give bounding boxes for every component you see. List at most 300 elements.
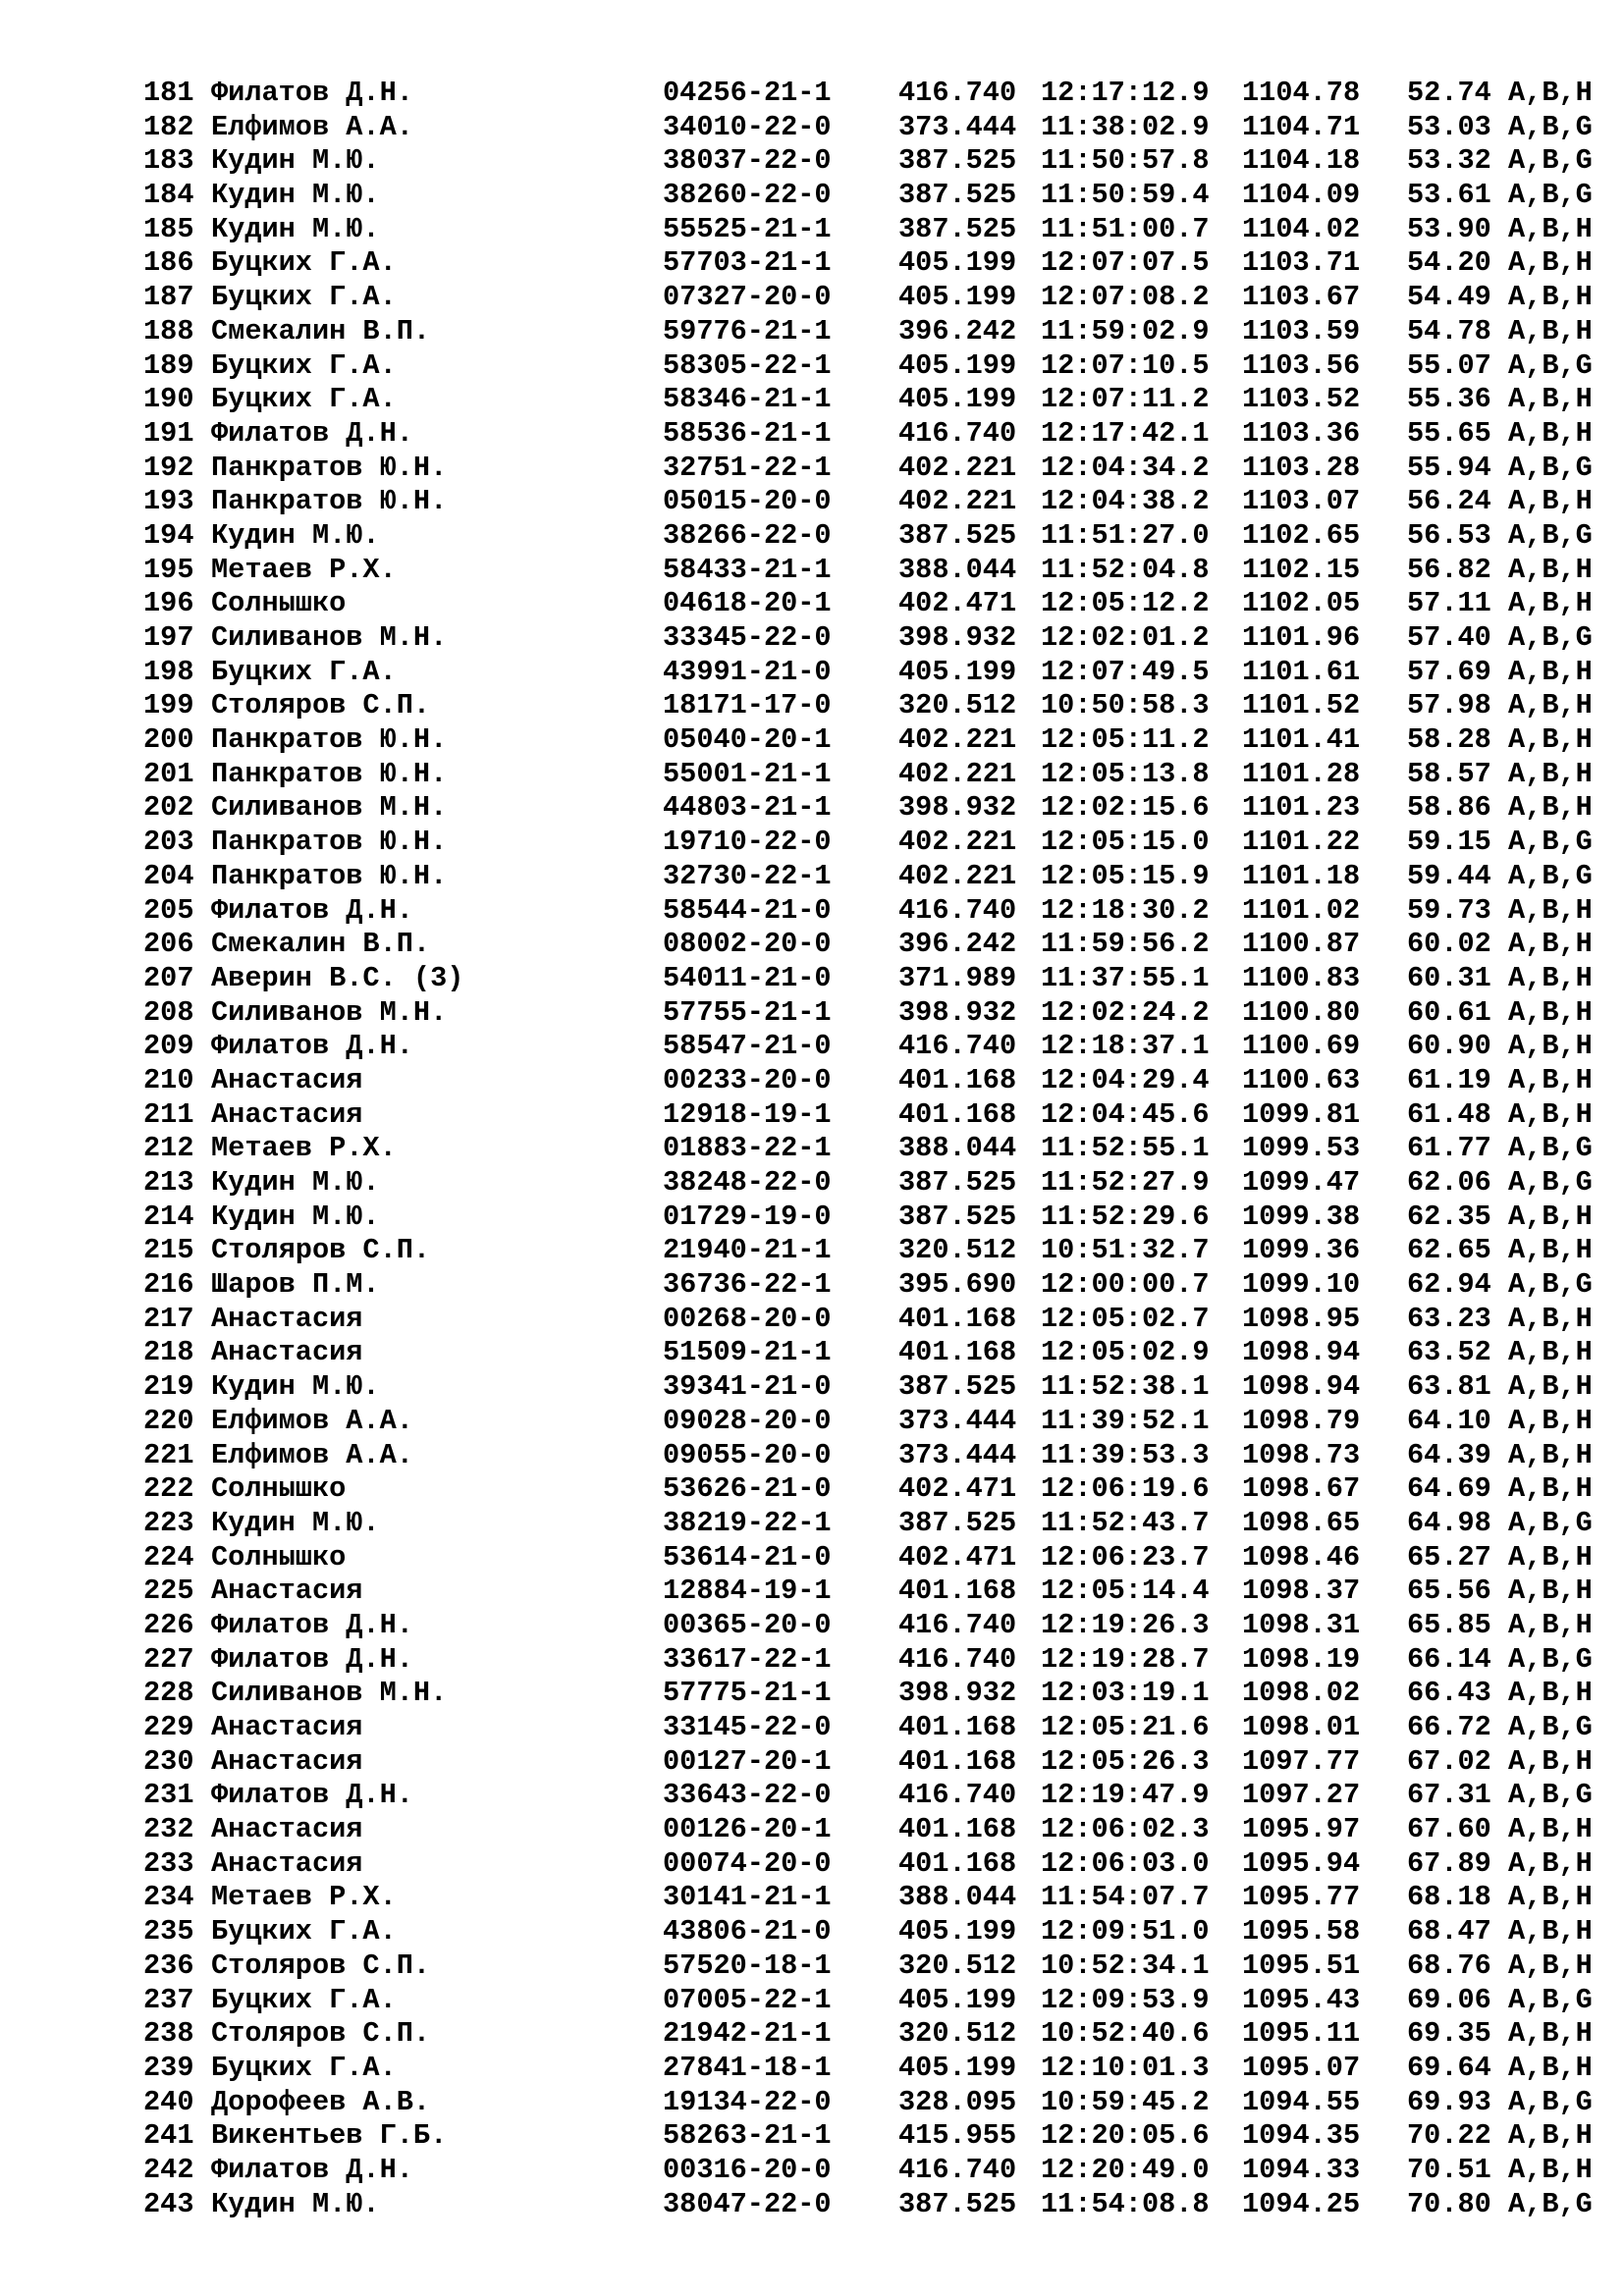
coefficient: 62.65 [1407, 1234, 1491, 1267]
coefficient: 65.85 [1407, 1608, 1491, 1641]
ring-number: 33345-22-0 [663, 621, 832, 654]
arrival-time: 12:00:00.7 [1041, 1268, 1210, 1302]
speed: 1100.69 [1242, 1030, 1361, 1063]
distance: 388.044 [898, 1132, 1017, 1165]
row-number: 194 [143, 518, 194, 552]
distance: 402.471 [898, 587, 1017, 620]
arrival-time: 11:39:53.3 [1041, 1438, 1210, 1471]
table-row [143, 1303, 1606, 1337]
coefficient: 60.31 [1407, 961, 1491, 994]
coefficient: 69.35 [1407, 2017, 1491, 2051]
fancier-name: Филатов Д.Н. [211, 1030, 413, 1063]
row-number: 230 [143, 1744, 194, 1778]
category-tags: A,B,H [1508, 1949, 1593, 1982]
ring-number: 00233-20-0 [663, 1063, 832, 1096]
arrival-time: 12:03:19.1 [1041, 1677, 1210, 1710]
coefficient: 63.23 [1407, 1302, 1491, 1335]
fancier-name: Анастасия [211, 1813, 363, 1846]
category-tags: A,B,H [1508, 1336, 1593, 1369]
fancier-name: Панкратов Ю.Н. [211, 859, 448, 892]
arrival-time: 11:37:55.1 [1041, 961, 1210, 994]
speed: 1104.71 [1242, 110, 1361, 143]
distance: 416.740 [898, 1030, 1017, 1063]
table-row [143, 1541, 1606, 1575]
category-tags: A,B,H [1508, 2017, 1593, 2051]
coefficient: 68.18 [1407, 1881, 1491, 1914]
fancier-name: Буцких Г.А. [211, 281, 397, 314]
ring-number: 58536-21-1 [663, 416, 832, 450]
fancier-name: Анастасия [211, 1336, 363, 1369]
arrival-time: 12:18:30.2 [1041, 893, 1210, 927]
ring-number: 19134-22-0 [663, 2085, 832, 2118]
arrival-time: 12:20:49.0 [1041, 2153, 1210, 2186]
ring-number: 53626-21-0 [663, 1472, 832, 1506]
ring-number: 57775-21-1 [663, 1677, 832, 1710]
category-tags: A,B,H [1508, 1200, 1593, 1233]
distance: 320.512 [898, 1949, 1017, 1982]
coefficient: 63.52 [1407, 1336, 1491, 1369]
distance: 401.168 [898, 1336, 1017, 1369]
distance: 401.168 [898, 1846, 1017, 1880]
category-tags: A,B,H [1508, 1438, 1593, 1471]
speed: 1098.94 [1242, 1336, 1361, 1369]
fancier-name: Панкратов Ю.Н. [211, 723, 448, 757]
row-number: 228 [143, 1677, 194, 1710]
coefficient: 64.98 [1407, 1506, 1491, 1539]
arrival-time: 12:19:47.9 [1041, 1779, 1210, 1812]
fancier-name: Силиванов М.Н. [211, 791, 448, 825]
speed: 1101.61 [1242, 655, 1361, 688]
coefficient: 68.47 [1407, 1915, 1491, 1949]
ring-number: 59776-21-1 [663, 314, 832, 347]
distance: 416.740 [898, 2153, 1017, 2186]
table-row [143, 1813, 1606, 1847]
category-tags: A,B,G [1508, 110, 1593, 143]
coefficient: 62.35 [1407, 1200, 1491, 1233]
arrival-time: 12:19:26.3 [1041, 1608, 1210, 1641]
ring-number: 00126-20-1 [663, 1813, 832, 1846]
ring-number: 01883-22-1 [663, 1132, 832, 1165]
coefficient: 56.53 [1407, 518, 1491, 552]
distance: 401.168 [898, 1711, 1017, 1743]
row-number: 206 [143, 928, 194, 961]
category-tags: A,B,H [1508, 723, 1593, 757]
fancier-name: Аверин В.С. (3) [211, 961, 464, 994]
row-number: 220 [143, 1404, 194, 1437]
ring-number: 12884-19-1 [663, 1575, 832, 1608]
fancier-name: Солнышко [211, 587, 347, 620]
row-number: 203 [143, 826, 194, 859]
table-row [143, 1234, 1606, 1268]
row-number: 231 [143, 1779, 194, 1812]
distance: 405.199 [898, 383, 1017, 416]
distance: 320.512 [898, 689, 1017, 722]
row-number: 201 [143, 757, 194, 790]
ring-number: 38219-22-1 [663, 1506, 832, 1539]
row-number: 200 [143, 723, 194, 757]
speed: 1103.71 [1242, 246, 1361, 280]
row-number: 181 [143, 77, 194, 109]
arrival-time: 10:52:34.1 [1041, 1949, 1210, 1982]
coefficient: 57.40 [1407, 621, 1491, 654]
coefficient: 55.94 [1407, 451, 1491, 484]
coefficient: 53.61 [1407, 179, 1491, 212]
ring-number: 01729-19-0 [663, 1200, 832, 1233]
distance: 402.471 [898, 1540, 1017, 1574]
speed: 1098.31 [1242, 1608, 1361, 1641]
distance: 416.740 [898, 77, 1017, 109]
speed: 1094.55 [1242, 2085, 1361, 2118]
fancier-name: Смекалин В.П. [211, 314, 431, 347]
table-row [143, 246, 1606, 281]
table-row [143, 860, 1606, 894]
fancier-name: Анастасия [211, 1302, 363, 1335]
ring-number: 36736-22-1 [663, 1268, 832, 1302]
row-number: 224 [143, 1540, 194, 1574]
ring-number: 38260-22-0 [663, 179, 832, 212]
speed: 1103.36 [1242, 416, 1361, 450]
fancier-name: Метаев Р.Х. [211, 553, 397, 586]
table-row [143, 1064, 1606, 1098]
ring-number: 38266-22-0 [663, 518, 832, 552]
table-row [143, 315, 1606, 349]
row-number: 208 [143, 995, 194, 1029]
speed: 1101.23 [1242, 791, 1361, 825]
speed: 1098.95 [1242, 1302, 1361, 1335]
fancier-name: Панкратов Ю.Н. [211, 485, 448, 518]
arrival-time: 12:07:11.2 [1041, 383, 1210, 416]
row-number: 229 [143, 1711, 194, 1743]
row-number: 217 [143, 1302, 194, 1335]
arrival-time: 11:52:27.9 [1041, 1166, 1210, 1199]
fancier-name: Кудин М.Ю. [211, 1370, 380, 1404]
speed: 1095.11 [1242, 2017, 1361, 2051]
table-row [143, 2119, 1606, 2154]
category-tags: A,B,H [1508, 281, 1593, 314]
distance: 388.044 [898, 1881, 1017, 1914]
table-row [143, 1847, 1606, 1882]
coefficient: 58.86 [1407, 791, 1491, 825]
ring-number: 38037-22-0 [663, 144, 832, 178]
category-tags: A,B,H [1508, 212, 1593, 245]
table-row [143, 452, 1606, 486]
category-tags: A,B,G [1508, 2085, 1593, 2118]
category-tags: A,B,H [1508, 2119, 1593, 2153]
category-tags: A,B,G [1508, 1779, 1593, 1812]
coefficient: 70.51 [1407, 2153, 1491, 2186]
category-tags: A,B,G [1508, 1166, 1593, 1199]
arrival-time: 12:09:53.9 [1041, 1983, 1210, 2016]
arrival-time: 11:52:04.8 [1041, 553, 1210, 586]
arrival-time: 11:51:00.7 [1041, 212, 1210, 245]
arrival-time: 12:07:07.5 [1041, 246, 1210, 280]
distance: 405.199 [898, 1915, 1017, 1949]
arrival-time: 12:05:11.2 [1041, 723, 1210, 757]
arrival-time: 12:06:19.6 [1041, 1472, 1210, 1506]
fancier-name: Кудин М.Ю. [211, 144, 380, 178]
category-tags: A,B,H [1508, 1608, 1593, 1641]
arrival-time: 12:05:02.9 [1041, 1336, 1210, 1369]
speed: 1104.09 [1242, 179, 1361, 212]
row-number: 186 [143, 246, 194, 280]
row-number: 221 [143, 1438, 194, 1471]
table-row [143, 587, 1606, 621]
arrival-time: 12:10:01.3 [1041, 2051, 1210, 2084]
coefficient: 64.69 [1407, 1472, 1491, 1506]
row-number: 191 [143, 416, 194, 450]
coefficient: 59.73 [1407, 893, 1491, 927]
row-number: 239 [143, 2051, 194, 2084]
table-row [143, 1405, 1606, 1439]
coefficient: 61.77 [1407, 1132, 1491, 1165]
table-row [143, 1609, 1606, 1643]
category-tags: A,B,H [1508, 1370, 1593, 1404]
ring-number: 57755-21-1 [663, 995, 832, 1029]
distance: 328.095 [898, 2085, 1017, 2118]
distance: 387.525 [898, 1370, 1017, 1404]
distance: 387.525 [898, 1200, 1017, 1233]
ring-number: 05040-20-1 [663, 723, 832, 757]
category-tags: A,B,G [1508, 1268, 1593, 1302]
table-row [143, 179, 1606, 213]
speed: 1098.79 [1242, 1404, 1361, 1437]
arrival-time: 11:52:55.1 [1041, 1132, 1210, 1165]
arrival-time: 11:54:08.8 [1041, 2187, 1210, 2220]
ring-number: 38248-22-0 [663, 1166, 832, 1199]
category-tags: A,B,H [1508, 1234, 1593, 1267]
coefficient: 67.89 [1407, 1846, 1491, 1880]
category-tags: A,B,H [1508, 1813, 1593, 1846]
arrival-time: 11:38:02.9 [1041, 110, 1210, 143]
coefficient: 70.80 [1407, 2187, 1491, 2220]
category-tags: A,B,H [1508, 587, 1593, 620]
distance: 387.525 [898, 1166, 1017, 1199]
speed: 1095.97 [1242, 1813, 1361, 1846]
coefficient: 65.27 [1407, 1540, 1491, 1574]
fancier-name: Буцких Г.А. [211, 383, 397, 416]
coefficient: 59.15 [1407, 826, 1491, 859]
table-row [143, 281, 1606, 315]
table-row [143, 1711, 1606, 1745]
distance: 401.168 [898, 1813, 1017, 1846]
distance: 405.199 [898, 2051, 1017, 2084]
fancier-name: Панкратов Ю.Н. [211, 451, 448, 484]
ring-number: 30141-21-1 [663, 1881, 832, 1914]
fancier-name: Филатов Д.Н. [211, 77, 413, 109]
speed: 1095.77 [1242, 1881, 1361, 1914]
speed: 1101.22 [1242, 826, 1361, 859]
row-number: 236 [143, 1949, 194, 1982]
ring-number: 58346-21-1 [663, 383, 832, 416]
fancier-name: Анастасия [211, 1575, 363, 1608]
distance: 396.242 [898, 314, 1017, 347]
arrival-time: 11:52:43.7 [1041, 1506, 1210, 1539]
row-number: 212 [143, 1132, 194, 1165]
category-tags: A,B,G [1508, 2187, 1593, 2220]
distance: 373.444 [898, 1404, 1017, 1437]
fancier-name: Филатов Д.Н. [211, 893, 413, 927]
category-tags: A,B,H [1508, 1677, 1593, 1710]
ring-number: 18171-17-0 [663, 689, 832, 722]
arrival-time: 11:52:38.1 [1041, 1370, 1210, 1404]
speed: 1100.87 [1242, 928, 1361, 961]
ring-number: 58544-21-0 [663, 893, 832, 927]
table-row [143, 1370, 1606, 1405]
row-number: 197 [143, 621, 194, 654]
coefficient: 66.14 [1407, 1642, 1491, 1676]
table-row [143, 723, 1606, 758]
arrival-time: 10:59:45.2 [1041, 2085, 1210, 2118]
coefficient: 56.24 [1407, 485, 1491, 518]
arrival-time: 12:04:34.2 [1041, 451, 1210, 484]
ring-number: 09028-20-0 [663, 1404, 832, 1437]
category-tags: A,B,H [1508, 791, 1593, 825]
category-tags: A,B,G [1508, 1506, 1593, 1539]
fancier-name: Столяров С.П. [211, 2017, 431, 2051]
ring-number: 58263-21-1 [663, 2119, 832, 2153]
speed: 1101.18 [1242, 859, 1361, 892]
arrival-time: 12:05:21.6 [1041, 1711, 1210, 1743]
category-tags: A,B,G [1508, 859, 1593, 892]
coefficient: 54.20 [1407, 246, 1491, 280]
arrival-time: 12:17:12.9 [1041, 77, 1210, 109]
coefficient: 69.93 [1407, 2085, 1491, 2118]
table-row [143, 689, 1606, 723]
ring-number: 04618-20-1 [663, 587, 832, 620]
coefficient: 61.19 [1407, 1063, 1491, 1096]
ring-number: 58547-21-0 [663, 1030, 832, 1063]
ring-number: 57520-18-1 [663, 1949, 832, 1982]
row-number: 193 [143, 485, 194, 518]
row-number: 202 [143, 791, 194, 825]
distance: 401.168 [898, 1744, 1017, 1778]
distance: 416.740 [898, 893, 1017, 927]
arrival-time: 11:59:02.9 [1041, 314, 1210, 347]
speed: 1100.80 [1242, 995, 1361, 1029]
row-number: 218 [143, 1336, 194, 1369]
category-tags: A,B,H [1508, 1030, 1593, 1063]
speed: 1102.05 [1242, 587, 1361, 620]
distance: 401.168 [898, 1575, 1017, 1608]
table-row [143, 1575, 1606, 1609]
fancier-name: Елфимов А.А. [211, 1404, 413, 1437]
ring-number: 04256-21-1 [663, 77, 832, 109]
coefficient: 58.28 [1407, 723, 1491, 757]
ring-number: 33617-22-1 [663, 1642, 832, 1676]
distance: 387.525 [898, 212, 1017, 245]
fancier-name: Буцких Г.А. [211, 2051, 397, 2084]
speed: 1094.25 [1242, 2187, 1361, 2220]
row-number: 237 [143, 1983, 194, 2016]
distance: 415.955 [898, 2119, 1017, 2153]
row-number: 241 [143, 2119, 194, 2153]
distance: 402.471 [898, 1472, 1017, 1506]
arrival-time: 11:39:52.1 [1041, 1404, 1210, 1437]
ring-number: 00316-20-0 [663, 2153, 832, 2186]
table-row [143, 826, 1606, 860]
ring-number: 27841-18-1 [663, 2051, 832, 2084]
row-number: 219 [143, 1370, 194, 1404]
arrival-time: 11:50:59.4 [1041, 179, 1210, 212]
speed: 1098.37 [1242, 1575, 1361, 1608]
fancier-name: Буцких Г.А. [211, 1983, 397, 2016]
distance: 416.740 [898, 1608, 1017, 1641]
fancier-name: Филатов Д.Н. [211, 1642, 413, 1676]
coefficient: 70.22 [1407, 2119, 1491, 2153]
arrival-time: 10:50:58.3 [1041, 689, 1210, 722]
table-row [143, 1439, 1606, 1473]
category-tags: A,B,H [1508, 246, 1593, 280]
speed: 1102.15 [1242, 553, 1361, 586]
table-row [143, 1268, 1606, 1303]
coefficient: 62.06 [1407, 1166, 1491, 1199]
fancier-name: Кудин М.Ю. [211, 518, 380, 552]
coefficient: 69.64 [1407, 2051, 1491, 2084]
category-tags: A,B,H [1508, 893, 1593, 927]
table-row [143, 349, 1606, 384]
coefficient: 67.31 [1407, 1779, 1491, 1812]
distance: 398.932 [898, 791, 1017, 825]
speed: 1099.38 [1242, 1200, 1361, 1233]
ring-number: 39341-21-0 [663, 1370, 832, 1404]
arrival-time: 12:18:37.1 [1041, 1030, 1210, 1063]
ring-number: 32730-22-1 [663, 859, 832, 892]
coefficient: 58.57 [1407, 757, 1491, 790]
coefficient: 68.76 [1407, 1949, 1491, 1982]
distance: 320.512 [898, 1234, 1017, 1267]
coefficient: 56.82 [1407, 553, 1491, 586]
table-row [143, 144, 1606, 179]
category-tags: A,B,G [1508, 348, 1593, 382]
fancier-name: Елфимов А.А. [211, 1438, 413, 1471]
speed: 1101.52 [1242, 689, 1361, 722]
category-tags: A,B,H [1508, 383, 1593, 416]
arrival-time: 12:06:03.0 [1041, 1846, 1210, 1880]
table-row [143, 1745, 1606, 1780]
arrival-time: 12:05:15.9 [1041, 859, 1210, 892]
row-number: 238 [143, 2017, 194, 2051]
coefficient: 62.94 [1407, 1268, 1491, 1302]
ring-number: 33145-22-0 [663, 1711, 832, 1743]
ring-number: 12918-19-1 [663, 1097, 832, 1131]
category-tags: A,B,H [1508, 928, 1593, 961]
arrival-time: 11:50:57.8 [1041, 144, 1210, 178]
category-tags: A,B,G [1508, 1642, 1593, 1676]
table-row [143, 383, 1606, 417]
fancier-name: Панкратов Ю.Н. [211, 757, 448, 790]
row-number: 211 [143, 1097, 194, 1131]
row-number: 189 [143, 348, 194, 382]
arrival-time: 12:04:29.4 [1041, 1063, 1210, 1096]
speed: 1098.65 [1242, 1506, 1361, 1539]
distance: 398.932 [898, 1677, 1017, 1710]
table-row [143, 1643, 1606, 1678]
coefficient: 67.60 [1407, 1813, 1491, 1846]
fancier-name: Столяров С.П. [211, 1949, 431, 1982]
category-tags: A,B,H [1508, 1472, 1593, 1506]
speed: 1101.41 [1242, 723, 1361, 757]
arrival-time: 12:06:02.3 [1041, 1813, 1210, 1846]
coefficient: 57.98 [1407, 689, 1491, 722]
table-row [143, 656, 1606, 690]
table-row [143, 1984, 1606, 2018]
category-tags: A,B,G [1508, 621, 1593, 654]
speed: 1100.63 [1242, 1063, 1361, 1096]
fancier-name: Солнышко [211, 1472, 347, 1506]
fancier-name: Буцких Г.А. [211, 655, 397, 688]
ring-number: 21940-21-1 [663, 1234, 832, 1267]
fancier-name: Силиванов М.Н. [211, 1677, 448, 1710]
